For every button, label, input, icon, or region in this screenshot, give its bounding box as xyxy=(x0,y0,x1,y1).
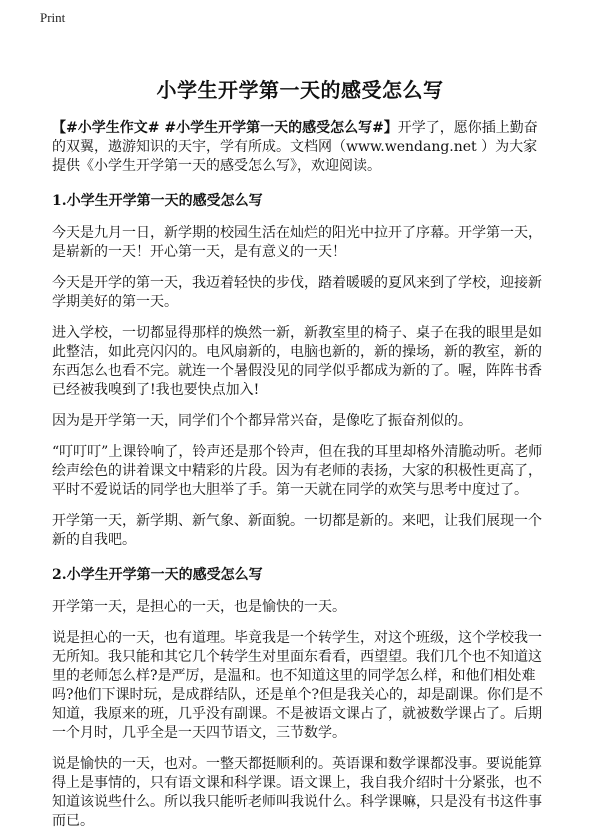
section-1-paragraph: 开学第一天，新学期、新气象、新面貌。一切都是新的。来吧，让我们展现一个新的自我吧。 xyxy=(52,513,542,548)
page-title: 小学生开学第一天的感受怎么写 xyxy=(156,78,444,102)
intro-tags: 【#小学生作文# #小学生开学第一天的感受怎么写#】 xyxy=(52,120,398,136)
section-2-paragraph: 说是愉快的一天，也对。一整天都挺顺利的。英语课和数学课都没事。要说能算得上是事情的，只有语文课和科学课。语文课上，我自我介绍时十分紧张，也不知道该说些什么。所以我只能听老师叫我说什么。科学课嘛，只是没有书这件事而已。 xyxy=(52,756,542,829)
section-heading-1: 1.小学生开学第一天的感受怎么写 xyxy=(52,193,263,209)
print-label: Print xyxy=(40,10,66,25)
section-2-paragraph: 开学第一天，是担心的一天，也是愉快的一天。 xyxy=(52,599,346,615)
section-1-paragraph: 今天是开学的第一天，我迈着轻快的步伐，踏着暖暖的夏风来到了学校，迎接新学期美好的第一天。 xyxy=(52,275,542,310)
section-heading-2: 2.小学生开学第一天的感受怎么写 xyxy=(52,567,263,583)
section-1-paragraph: “叮叮叮”上课铃响了，铃声还是那个铃声，但在我的耳里却格外清脆动听。老师绘声绘色的讲着课文中精彩的片段。因为有老师的表扬，大家的积极性更高了，平时不爱说话的同学也大胆举了手。第一天就在同学的欢笑与思考中度过了。 xyxy=(52,444,543,498)
section-1-paragraph: 因为是开学第一天，同学们个个都异常兴奋，是像吃了振奋剂似的。 xyxy=(52,413,472,429)
section-1-paragraph: 进入学校，一切都显得那样的焕然一新，新教室里的椅子、桌子在我的眼里是如此整洁，如此亮闪闪的。电风扇新的，电脑也新的，新的操场，新的教室，新的东西怎么也看不完。就连一个暑假没见的同学似乎都成为新的了。喔，阵阵书香已经被我嗅到了!我也要快点加入! xyxy=(52,325,542,398)
section-2-paragraph: 说是担心的一天，也有道理。毕竟我是一个转学生，对这个班级，这个学校我一无所知。我只能和其它几个转学生对里面东看看，西望望。我们几个也不知道这里的老师怎么样?是严厉，是温和。也不知道这里的同学怎么样，和他们相处难吗?他们下课时玩，是成群结队，还是单个?但是我关心的，却是副课。你们是不知道，我原来的班，几乎没有副课。不是被语文课占了，就被数学课占了。后期一个月时，几乎全是一天四节语文，三节数学。 xyxy=(52,630,544,741)
intro-paragraph xyxy=(52,119,548,176)
intro-text: 开学了，愿你插上勤奋的双翼，遨游知识的天宇，学有所成。文档网（www.wendang.net ）为大家提供《小学生开学第一天的感受怎么写》，欢迎阅读。 xyxy=(52,120,538,174)
section-1-paragraph: 今天是九月一日，新学期的校园生活在灿烂的阳光中拉开了序幕。开学第一天，是崭新的一天！开心第一天，是有意义的一天！ xyxy=(52,225,542,260)
